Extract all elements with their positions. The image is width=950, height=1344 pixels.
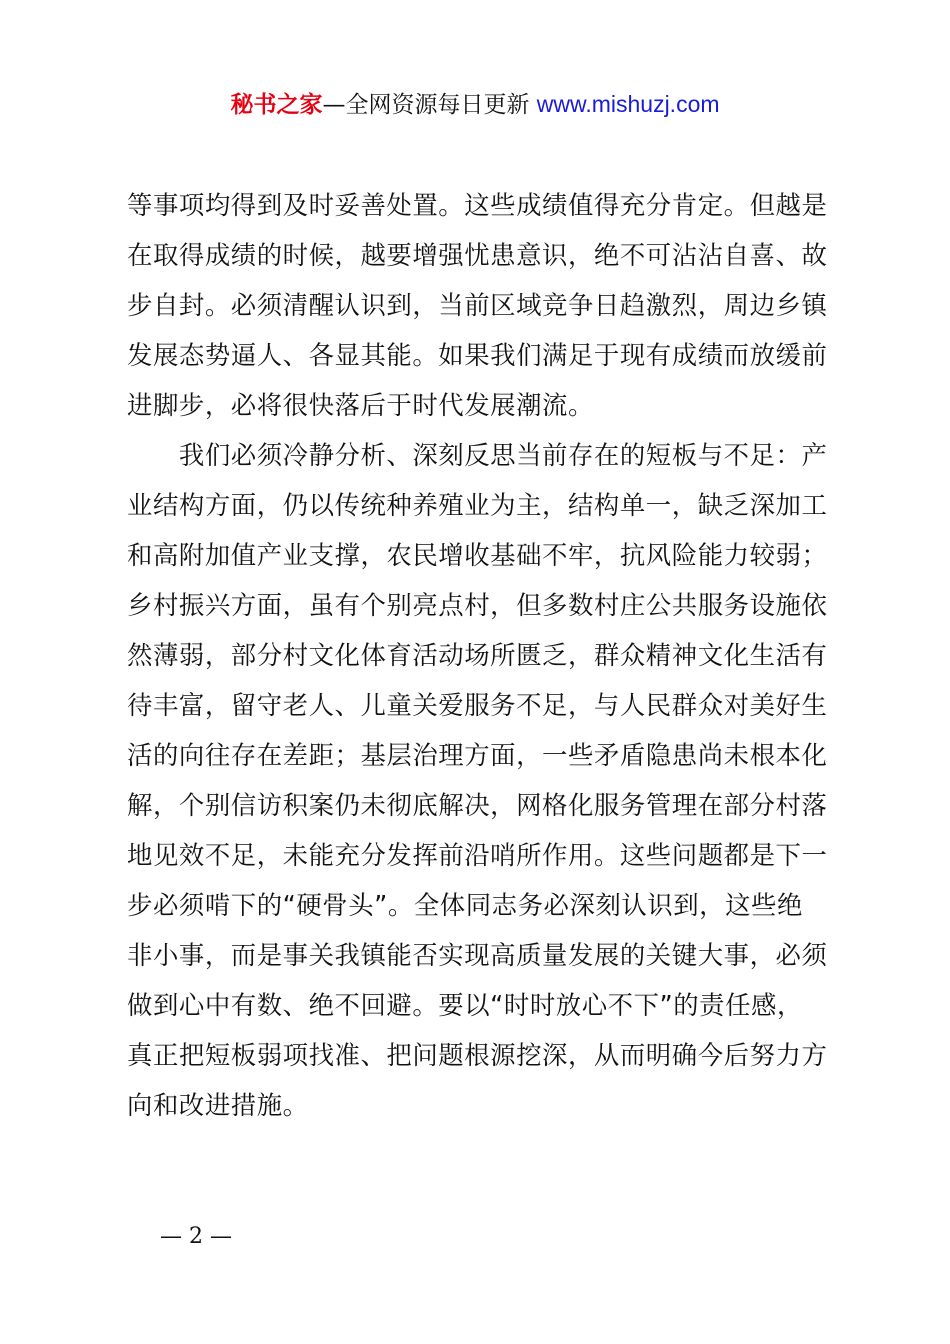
text-line: 我们必须冷静分析、深刻反思当前存在的短板与不足：产 [127,440,828,470]
page-header [0,88,950,121]
body-text [127,180,832,1130]
text-line: 步必须啃下的“硬骨头”。全体同志务必深刻认识到，这些绝 [127,890,803,920]
text-line: 步自封。必须清醒认识到，当前区域竞争日趋激烈，周边乡镇 [127,290,828,320]
paragraph-1 [127,180,832,430]
site-url-link[interactable]: www.mishuzj.com [536,91,720,117]
text-line: 地见效不足，未能充分发挥前沿哨所作用。这些问题都是下一 [127,840,828,870]
page-number: — 2 — [160,1224,232,1249]
text-line: 做到心中有数、绝不回避。要以“时时放心不下”的责任感， [127,990,803,1020]
text-line: 进脚步，必将很快落后于时代发展潮流。 [127,390,594,420]
header-tagline: —全网资源每日更新 [322,92,530,118]
text-line: 发展态势逼人、各显其能。如果我们满足于现有成绩而放缓前 [127,340,828,370]
paragraph-2 [127,430,832,1130]
text-line: 乡村振兴方面，虽有个别亮点村，但多数村庄公共服务设施依 [127,590,828,620]
text-line: 待丰富，留守老人、儿童关爱服务不足，与人民群众对美好生 [127,690,828,720]
text-line: 等事项均得到及时妥善处置。这些成绩值得充分肯定。但越是 [127,190,828,220]
text-line: 在取得成绩的时候，越要增强忧患意识，绝不可沾沾自喜、故 [127,240,828,270]
text-line: 和高附加值产业支撑，农民增收基础不牢，抗风险能力较弱； [127,540,828,570]
text-line: 活的向往存在差距；基层治理方面，一些矛盾隐患尚未根本化 [127,740,828,770]
text-line: 业结构方面，仍以传统种养殖业为主，结构单一，缺乏深加工 [127,490,828,520]
text-line: 解，个别信访积案仍未彻底解决，网格化服务管理在部分村落 [127,790,828,820]
text-line: 非小事，而是事关我镇能否实现高质量发展的关键大事，必须 [127,940,828,970]
text-line: 向和改进措施。 [127,1090,309,1120]
text-line: 然薄弱，部分村文化体育活动场所匮乏，群众精神文化生活有 [127,640,828,670]
brand-name: 秘书之家 [230,92,323,118]
text-line: 真正把短板弱项找准、把问题根源挖深，从而明确今后努力方 [127,1040,828,1070]
